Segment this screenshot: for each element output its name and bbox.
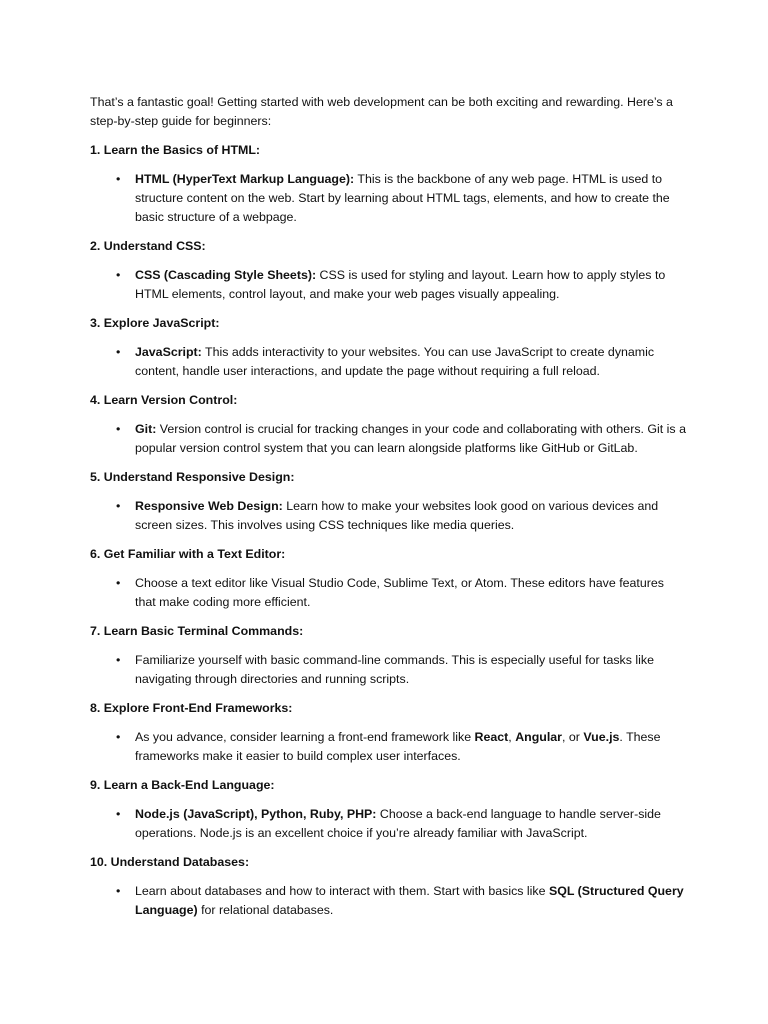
bullet-list bbox=[90, 574, 688, 612]
text-segment: . These frameworks make it easier to build complex user interfaces. bbox=[135, 730, 661, 763]
bullet-list bbox=[90, 343, 688, 381]
bold-text-segment: JavaScript: bbox=[135, 345, 202, 359]
bullet-icon: • bbox=[116, 576, 121, 590]
section-heading: 10. Understand Databases: bbox=[90, 855, 250, 869]
bold-text-segment: SQL (Structured Query Language) bbox=[135, 884, 684, 917]
bullet-list bbox=[90, 651, 688, 689]
text-segment: , bbox=[508, 730, 516, 744]
bullet-icon: • bbox=[116, 653, 121, 667]
bold-text-segment: React bbox=[474, 730, 509, 744]
bullet-icon: • bbox=[116, 422, 121, 436]
list-item bbox=[90, 882, 688, 920]
list-item bbox=[90, 170, 688, 227]
list-item bbox=[90, 574, 688, 612]
bullet-list bbox=[90, 728, 688, 766]
bullet-list bbox=[90, 882, 688, 920]
sections-container bbox=[90, 141, 688, 920]
list-item bbox=[90, 266, 688, 304]
section-heading: 6. Get Familiar with a Text Editor: bbox=[90, 547, 286, 561]
bold-text-segment: Angular bbox=[515, 730, 562, 744]
text-segment: for relational databases. bbox=[197, 903, 334, 917]
bullet-list bbox=[90, 497, 688, 535]
bullet-list bbox=[90, 805, 688, 843]
text-segment: Learn how to make your websites look good on various devices and screen sizes. This involves using CSS techniques like media queries. bbox=[135, 499, 659, 532]
bold-text-segment: Node.js (JavaScript), Python, Ruby, PHP: bbox=[135, 807, 377, 821]
bold-text-segment: CSS (Cascading Style Sheets): bbox=[135, 268, 317, 282]
list-item bbox=[90, 497, 688, 535]
text-segment: This is the backbone of any web page. HTML is used to structure content on the web. Start by learning about HTML tags, elements, and how to create the basic structure of a webpage. bbox=[135, 172, 670, 224]
bullet-icon: • bbox=[116, 730, 121, 744]
bold-text-segment: Git: bbox=[135, 422, 157, 436]
bold-text-segment: Vue.js bbox=[583, 730, 620, 744]
section-heading: 7. Learn Basic Terminal Commands: bbox=[90, 624, 304, 638]
section-heading: 8. Explore Front-End Frameworks: bbox=[90, 701, 293, 715]
bullet-icon: • bbox=[116, 499, 121, 513]
bullet-icon: • bbox=[116, 268, 121, 282]
section-heading: 3. Explore JavaScript: bbox=[90, 316, 220, 330]
list-item bbox=[90, 805, 688, 843]
text-segment: Version control is crucial for tracking changes in your code and collaborating with others. Git is a popular version control system that you can learn alongside platforms like GitHub or GitLab. bbox=[135, 422, 686, 455]
text-segment: Choose a back-end language to handle server-side operations. Node.js is an excellent choice if you’re already familiar with JavaScript. bbox=[135, 807, 661, 840]
text-segment: CSS is used for styling and layout. Learn how to apply styles to HTML elements, control layout, and make your web pages visually appealing. bbox=[135, 268, 666, 301]
text-segment: Familiarize yourself with basic command-line commands. This is especially useful for tasks like navigating through directories and running scripts. bbox=[135, 653, 654, 686]
bullet-icon: • bbox=[116, 172, 121, 186]
bullet-icon: • bbox=[116, 807, 121, 821]
bullet-list bbox=[90, 170, 688, 227]
text-segment: As you advance, consider learning a front-end framework like bbox=[135, 730, 475, 744]
list-item bbox=[90, 343, 688, 381]
section-heading: 1. Learn the Basics of HTML: bbox=[90, 143, 261, 157]
bold-text-segment: HTML (HyperText Markup Language): bbox=[135, 172, 355, 186]
list-item bbox=[90, 651, 688, 689]
section-heading: 4. Learn Version Control: bbox=[90, 393, 238, 407]
text-segment: This adds interactivity to your websites. You can use JavaScript to create dynamic content, handle user interactions, and update the page without requiring a full reload. bbox=[135, 345, 655, 378]
text-segment: Learn about databases and how to interact with them. Start with basics like bbox=[135, 884, 549, 898]
section-heading: 5. Understand Responsive Design: bbox=[90, 470, 295, 484]
section-heading: 2. Understand CSS: bbox=[90, 239, 206, 253]
section-heading: 9. Learn a Back-End Language: bbox=[90, 778, 275, 792]
bullet-list bbox=[90, 420, 688, 458]
bold-text-segment: Responsive Web Design: bbox=[135, 499, 283, 513]
list-item bbox=[90, 728, 688, 766]
bullet-icon: • bbox=[116, 884, 121, 898]
list-item bbox=[90, 420, 688, 458]
bullet-list bbox=[90, 266, 688, 304]
intro-paragraph: That’s a fantastic goal! Getting started with web development can be both exciting and rewarding. Here’s a step-by-step guide for beginners: bbox=[90, 95, 673, 128]
text-segment: Choose a text editor like Visual Studio Code, Sublime Text, or Atom. These editors have features that make coding more efficient. bbox=[135, 576, 664, 609]
text-segment: , or bbox=[562, 730, 584, 744]
bullet-icon: • bbox=[116, 345, 121, 359]
